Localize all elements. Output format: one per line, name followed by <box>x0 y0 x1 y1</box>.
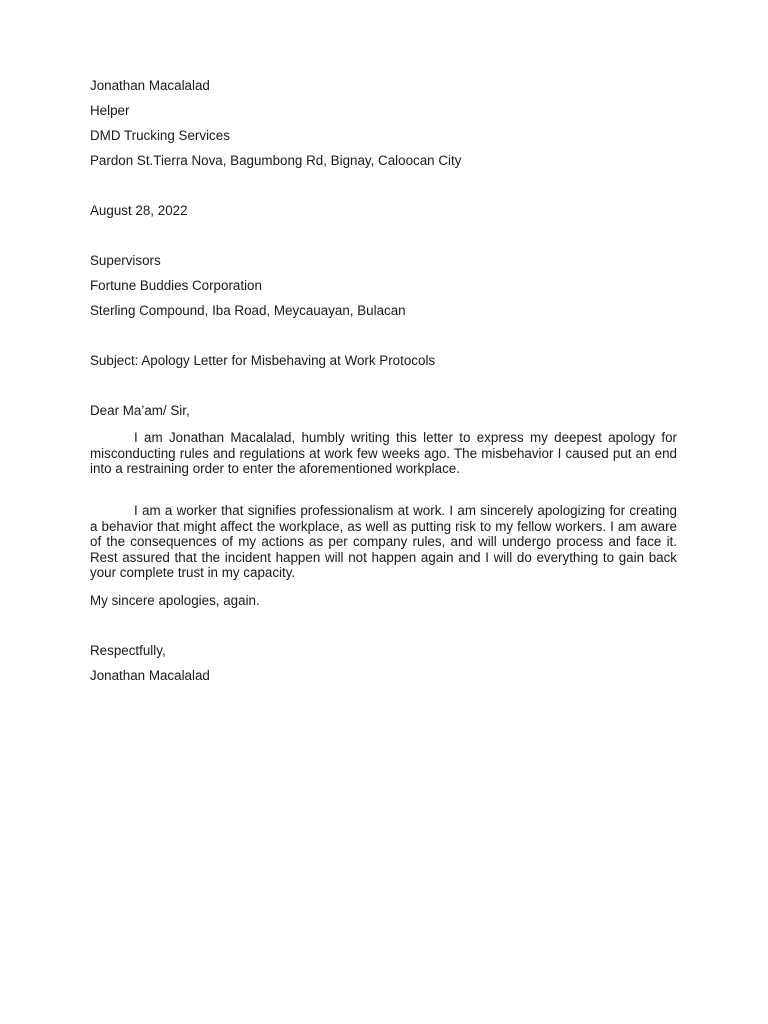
closing-line: My sincere apologies, again. <box>90 593 260 608</box>
signature-name: Jonathan Macalalad <box>90 668 210 683</box>
letter-date: August 28, 2022 <box>90 203 188 218</box>
letter-subject: Subject: Apology Letter for Misbehaving at Work Protocols <box>90 353 436 368</box>
date-block <box>90 203 677 219</box>
body-paragraph-2: I am a worker that signifies professionalism at work. I am sincerely apologizing for creating a behavior that might affect the workplace, as well as putting risk to my fellow workers. I am aware of the consequences of my actions as per company rules, and will undergo process and face it. Rest assured that the incident happen will not happen again and I will do everything to gain back your complete trust in my capacity. <box>90 503 677 580</box>
recipient-address: Sterling Compound, Iba Road, Meycauayan, Bulacan <box>90 303 406 318</box>
recipient-block <box>90 253 677 319</box>
closing-line-block <box>90 593 677 609</box>
recipient-company: Fortune Buddies Corporation <box>90 278 262 293</box>
subject-block <box>90 353 677 369</box>
sign-off-block <box>90 643 677 684</box>
body-paragraph-1: I am Jonathan Macalalad, humbly writing this letter to express my deepest apology for misconducting rules and regulations at work few weeks ago. The misbehavior I caused put an end into a restraining order to enter the aforementioned workplace. <box>90 430 677 476</box>
sign-off: Respectfully, <box>90 643 166 658</box>
sender-block <box>90 78 677 169</box>
sender-company: DMD Trucking Services <box>90 128 230 143</box>
sender-name: Jonathan Macalalad <box>90 78 210 93</box>
sender-address: Pardon St.Tierra Nova, Bagumbong Rd, Bignay, Caloocan City <box>90 153 462 168</box>
sender-position: Helper <box>90 103 130 118</box>
salutation-block <box>90 403 677 419</box>
recipient-title: Supervisors <box>90 253 161 268</box>
letter-salutation: Dear Ma’am/ Sir, <box>90 403 190 418</box>
